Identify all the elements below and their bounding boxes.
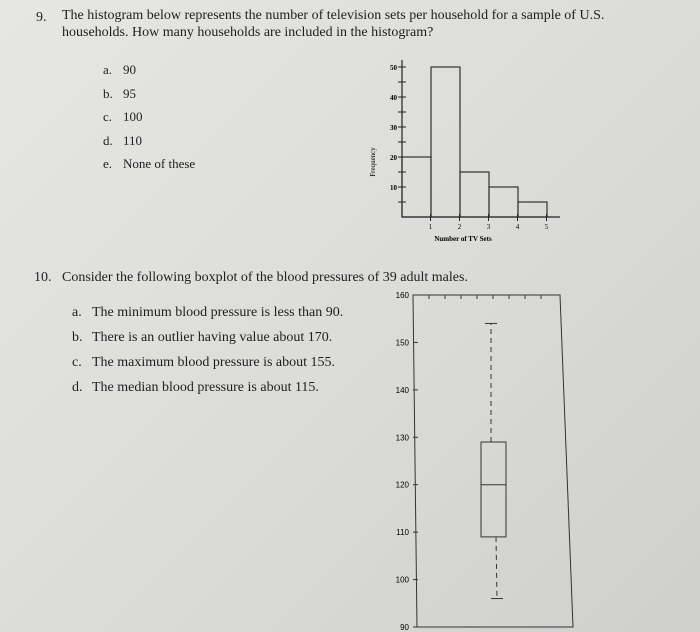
- histogram-bar: [518, 202, 547, 217]
- plot-frame: [413, 295, 573, 627]
- option-letter: b.: [72, 330, 83, 345]
- q9-number: 9.: [36, 10, 47, 25]
- x-tick-label: 5: [544, 223, 549, 231]
- y-tick-label: 110: [396, 528, 409, 538]
- option-text: There is an outlier having value about 170.: [92, 330, 333, 345]
- option-letter: c.: [72, 355, 82, 370]
- y-axis-label: Frequency: [369, 147, 377, 177]
- q10-text: Consider the following boxplot of the blood pressures of 39 adult males.: [62, 270, 468, 285]
- option-letter: a.: [103, 62, 113, 77]
- y-tick-label: 150: [395, 338, 409, 348]
- option-text: 95: [123, 85, 136, 101]
- histogram-bar: [431, 67, 460, 217]
- histogram-bar: [460, 172, 489, 217]
- histogram-bar: [489, 187, 518, 217]
- x-tick-label: 3: [486, 223, 491, 231]
- y-tick-label: 100: [395, 575, 409, 585]
- q9-text-line2: households. How many households are included in the histogram?: [62, 25, 434, 40]
- option-text: The median blood pressure is about 115.: [92, 380, 319, 395]
- y-tick-label: 20: [390, 154, 397, 162]
- option-text: 110: [123, 132, 143, 148]
- option-letter: d.: [103, 132, 113, 148]
- option-text: None of these: [123, 156, 196, 171]
- option-text: 90: [123, 62, 136, 77]
- x-axis-label: Number of TV Sets: [434, 235, 492, 243]
- y-tick-label: 120: [395, 480, 409, 490]
- y-tick-label: 50: [390, 64, 397, 72]
- y-tick-label: 40: [390, 94, 397, 102]
- y-tick-label: 130: [395, 433, 409, 443]
- q9-text-line1: The histogram below represents the number of television sets per household for a sample of U.S.: [62, 8, 605, 23]
- x-tick-label: 4: [515, 223, 520, 231]
- x-tick-label: 2: [457, 223, 462, 231]
- q10-number: 10.: [34, 270, 52, 285]
- option-letter: d.: [72, 380, 83, 395]
- option-letter: a.: [72, 305, 82, 320]
- y-tick-label: 140: [395, 385, 409, 395]
- y-tick-label: 10: [390, 184, 397, 192]
- option-text: The minimum blood pressure is less than 90.: [92, 305, 344, 320]
- option-text: The maximum blood pressure is about 155.: [92, 355, 336, 370]
- y-tick-label: 30: [390, 124, 397, 132]
- lower-whisker: [496, 537, 497, 599]
- y-tick-label: 160: [395, 291, 409, 300]
- option-text: 100: [123, 109, 143, 124]
- option-letter: c.: [103, 109, 113, 124]
- y-tick-label: 90: [400, 623, 409, 632]
- option-letter: e.: [103, 156, 113, 171]
- box-iqr: [481, 442, 506, 537]
- option-letter: b.: [103, 85, 113, 101]
- histogram-bar: [402, 157, 431, 217]
- x-tick-label: 1: [428, 223, 433, 231]
